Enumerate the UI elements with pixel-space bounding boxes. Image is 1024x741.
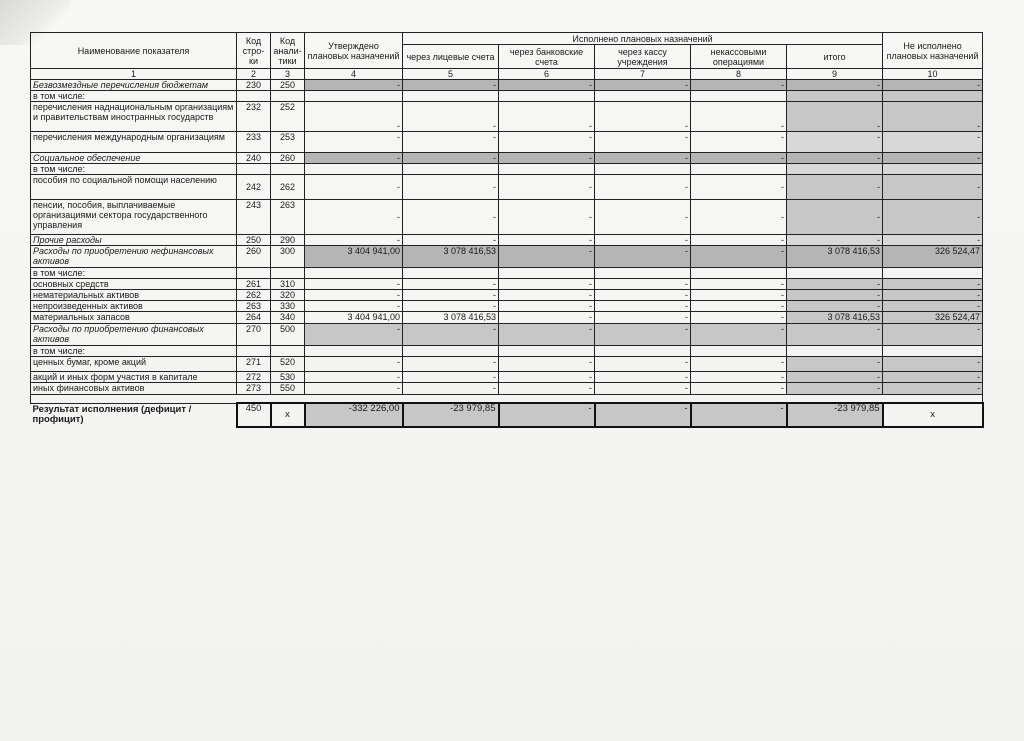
row-name: непроизведенных активов bbox=[31, 301, 237, 312]
cell: - bbox=[691, 301, 787, 312]
cell: - bbox=[595, 290, 691, 301]
row-line: 263 bbox=[237, 301, 271, 312]
cell: - bbox=[787, 153, 883, 164]
cell: - bbox=[883, 290, 983, 301]
cell: - bbox=[499, 403, 595, 427]
cell: -23 979,85 bbox=[403, 403, 499, 427]
cell: - bbox=[305, 357, 403, 372]
row-name: Социальное обеспечение bbox=[31, 153, 237, 164]
cell: - bbox=[691, 403, 787, 427]
cell: - bbox=[883, 200, 983, 235]
cell: - bbox=[403, 175, 499, 200]
cell: - bbox=[403, 200, 499, 235]
cell: - bbox=[403, 372, 499, 383]
cell: - bbox=[499, 235, 595, 246]
cell: - bbox=[691, 312, 787, 324]
cell: - bbox=[305, 132, 403, 153]
header-personal-accounts: через лицевые счета bbox=[403, 45, 499, 69]
table-row bbox=[31, 383, 983, 395]
cell: 3 078 416,53 bbox=[403, 312, 499, 324]
row-analytics: 320 bbox=[271, 290, 305, 301]
row-analytics: 330 bbox=[271, 301, 305, 312]
cell: - bbox=[403, 235, 499, 246]
cell: - bbox=[595, 357, 691, 372]
cell: - bbox=[305, 372, 403, 383]
cell: - bbox=[691, 235, 787, 246]
row-analytics: 250 bbox=[271, 80, 305, 91]
col-number: 4 bbox=[305, 69, 403, 80]
header-noncash: некассовыми операциями bbox=[691, 45, 787, 69]
cell: - bbox=[787, 175, 883, 200]
cell: - bbox=[883, 175, 983, 200]
cell: - bbox=[787, 324, 883, 346]
cell: - bbox=[595, 312, 691, 324]
col-number: 7 bbox=[595, 69, 691, 80]
cell: - bbox=[499, 102, 595, 132]
cell: - bbox=[883, 102, 983, 132]
cell: - bbox=[305, 383, 403, 395]
cell: - bbox=[403, 102, 499, 132]
row-line: 262 bbox=[237, 290, 271, 301]
cell: - bbox=[595, 246, 691, 268]
table-row bbox=[31, 102, 983, 132]
cell: - bbox=[883, 383, 983, 395]
table-row bbox=[31, 91, 983, 102]
row-analytics: 520 bbox=[271, 357, 305, 372]
row-name: Прочие расходы bbox=[31, 235, 237, 246]
column-number-row bbox=[31, 69, 983, 80]
cell: 326 524,47 bbox=[883, 246, 983, 268]
row-line: 240 bbox=[237, 153, 271, 164]
row-analytics: x bbox=[271, 403, 305, 427]
cell: - bbox=[787, 235, 883, 246]
table-row bbox=[31, 246, 983, 268]
cell: - bbox=[499, 132, 595, 153]
cell: - bbox=[499, 383, 595, 395]
cell: - bbox=[595, 403, 691, 427]
row-analytics: 262 bbox=[271, 175, 305, 200]
cell: - bbox=[691, 279, 787, 290]
cell: - bbox=[883, 132, 983, 153]
cell: - bbox=[595, 372, 691, 383]
cell: - bbox=[595, 132, 691, 153]
cell: - bbox=[787, 301, 883, 312]
header-total: итого bbox=[787, 45, 883, 69]
row-line: 230 bbox=[237, 80, 271, 91]
cell: -332 226,00 bbox=[305, 403, 403, 427]
row-name: пособия по социальной помощи населению bbox=[31, 175, 237, 200]
row-analytics: 310 bbox=[271, 279, 305, 290]
table-row bbox=[31, 290, 983, 301]
col-number: 8 bbox=[691, 69, 787, 80]
cell: 326 524,47 bbox=[883, 312, 983, 324]
row-line: 232 bbox=[237, 102, 271, 132]
cell: - bbox=[403, 301, 499, 312]
cell: - bbox=[595, 153, 691, 164]
table-row bbox=[31, 324, 983, 346]
row-name: нематериальных активов bbox=[31, 290, 237, 301]
cell: - bbox=[883, 357, 983, 372]
cell: - bbox=[403, 324, 499, 346]
row-line: 271 bbox=[237, 357, 271, 372]
cell: - bbox=[403, 132, 499, 153]
cell: - bbox=[787, 132, 883, 153]
cell: - bbox=[305, 324, 403, 346]
header-approved: Утверждено плановых назначений bbox=[305, 33, 403, 69]
cell: - bbox=[595, 175, 691, 200]
row-name: материальных запасов bbox=[31, 312, 237, 324]
header-executed-group: Исполнено плановых назначений bbox=[403, 33, 883, 45]
cell: - bbox=[691, 290, 787, 301]
header-cash-desk: через кассу учреждения bbox=[595, 45, 691, 69]
cell: 3 404 941,00 bbox=[305, 246, 403, 268]
cell: - bbox=[595, 200, 691, 235]
cell: - bbox=[691, 102, 787, 132]
result-label: Результат исполнения (дефицит / профицит) bbox=[32, 404, 192, 426]
cell: - bbox=[595, 279, 691, 290]
col-number: 10 bbox=[883, 69, 983, 80]
cell: - bbox=[403, 383, 499, 395]
cell: - bbox=[305, 301, 403, 312]
row-analytics: 530 bbox=[271, 372, 305, 383]
cell: 3 078 416,53 bbox=[787, 246, 883, 268]
row-line: 270 bbox=[237, 324, 271, 346]
cell: - bbox=[691, 80, 787, 91]
table-row bbox=[31, 153, 983, 164]
cell: - bbox=[595, 102, 691, 132]
header-name: Наименование показателя bbox=[31, 33, 237, 69]
header-bank-accounts: через банковские счета bbox=[499, 45, 595, 69]
cell: - bbox=[499, 324, 595, 346]
table-row bbox=[31, 312, 983, 324]
cell: - bbox=[691, 372, 787, 383]
cell: - bbox=[403, 357, 499, 372]
table-row bbox=[31, 164, 983, 175]
row-line: 243 bbox=[237, 200, 271, 235]
row-name: в том числе: bbox=[31, 91, 237, 102]
cell: - bbox=[305, 175, 403, 200]
cell: x bbox=[883, 403, 983, 427]
row-line: 264 bbox=[237, 312, 271, 324]
row-name: перечисления международным организациям bbox=[31, 132, 237, 153]
cell: - bbox=[499, 357, 595, 372]
col-number: 3 bbox=[271, 69, 305, 80]
cell: - bbox=[305, 235, 403, 246]
cell: - bbox=[499, 372, 595, 383]
row-name: акций и иных форм участия в капитале bbox=[31, 372, 237, 383]
header-analytics-code: Код анали-тики bbox=[271, 33, 305, 69]
cell: - bbox=[305, 290, 403, 301]
cell: - bbox=[691, 153, 787, 164]
row-line: 272 bbox=[237, 372, 271, 383]
cell: -23 979,85 bbox=[787, 403, 883, 427]
cell: - bbox=[787, 200, 883, 235]
cell: - bbox=[595, 235, 691, 246]
cell: - bbox=[499, 175, 595, 200]
row-name: перечисления наднациональным организациям и правительствам иностранных государств bbox=[31, 102, 237, 132]
row-analytics: 300 bbox=[271, 246, 305, 268]
cell: - bbox=[305, 279, 403, 290]
header-not-executed: Не исполнено плановых назначений bbox=[883, 33, 983, 69]
cell: - bbox=[499, 246, 595, 268]
row-analytics: 550 bbox=[271, 383, 305, 395]
row-line: 242 bbox=[237, 175, 271, 200]
row-analytics: 253 bbox=[271, 132, 305, 153]
cell: - bbox=[787, 290, 883, 301]
cell: - bbox=[499, 279, 595, 290]
cell: - bbox=[499, 301, 595, 312]
cell: - bbox=[691, 357, 787, 372]
cell: - bbox=[691, 246, 787, 268]
cell: - bbox=[691, 383, 787, 395]
row-name: основных средств bbox=[31, 279, 237, 290]
table-row bbox=[31, 279, 983, 290]
cell: - bbox=[787, 383, 883, 395]
cell: - bbox=[305, 153, 403, 164]
row-line: 273 bbox=[237, 383, 271, 395]
cell: - bbox=[305, 200, 403, 235]
cell: - bbox=[499, 80, 595, 91]
cell: - bbox=[787, 80, 883, 91]
row-name: в том числе: bbox=[31, 164, 237, 175]
row-line: 261 bbox=[237, 279, 271, 290]
row-line: 233 bbox=[237, 132, 271, 153]
row-analytics: 290 bbox=[271, 235, 305, 246]
row-analytics: 500 bbox=[271, 324, 305, 346]
table-row bbox=[31, 200, 983, 235]
cell: - bbox=[595, 324, 691, 346]
cell: - bbox=[499, 200, 595, 235]
row-line: 250 bbox=[237, 235, 271, 246]
row-analytics: 340 bbox=[271, 312, 305, 324]
cell: - bbox=[305, 80, 403, 91]
cell: - bbox=[691, 200, 787, 235]
table-row bbox=[31, 235, 983, 246]
cell: 3 078 416,53 bbox=[787, 312, 883, 324]
table-row bbox=[31, 132, 983, 153]
row-analytics: 252 bbox=[271, 102, 305, 132]
row-analytics: 260 bbox=[271, 153, 305, 164]
table-row bbox=[31, 175, 983, 200]
cell: - bbox=[883, 324, 983, 346]
cell: - bbox=[403, 290, 499, 301]
row-name: Расходы по приобретению финансовых активов bbox=[31, 324, 237, 346]
cell: - bbox=[787, 357, 883, 372]
table-row bbox=[31, 346, 983, 357]
row-line: 260 bbox=[237, 246, 271, 268]
cell: - bbox=[787, 372, 883, 383]
cell: - bbox=[883, 301, 983, 312]
table-row bbox=[31, 301, 983, 312]
cell: - bbox=[595, 383, 691, 395]
header-line-code: Код стро-ки bbox=[237, 33, 271, 69]
row-analytics: 263 bbox=[271, 200, 305, 235]
row-name: в том числе: bbox=[31, 346, 237, 357]
cell: - bbox=[305, 102, 403, 132]
cell: - bbox=[883, 279, 983, 290]
col-number: 1 bbox=[31, 69, 237, 80]
cell: 3 404 941,00 bbox=[305, 312, 403, 324]
col-number: 6 bbox=[499, 69, 595, 80]
row-name: Безвозмездные перечисления бюджетам bbox=[31, 80, 237, 91]
cell: - bbox=[787, 102, 883, 132]
table-row bbox=[31, 372, 983, 383]
cell: - bbox=[883, 80, 983, 91]
cell: - bbox=[499, 290, 595, 301]
row-name: иных финансовых активов bbox=[31, 383, 237, 395]
row-name: пенсии, пособия, выплачиваемые организациями сектора государственного управления bbox=[31, 200, 237, 235]
cell: - bbox=[403, 80, 499, 91]
cell: - bbox=[691, 132, 787, 153]
cell: - bbox=[883, 372, 983, 383]
cell: - bbox=[403, 153, 499, 164]
cell: - bbox=[691, 324, 787, 346]
cell: - bbox=[499, 312, 595, 324]
row-name: ценных бумаг, кроме акций bbox=[31, 357, 237, 372]
cell: 3 078 416,53 bbox=[403, 246, 499, 268]
table-row bbox=[31, 357, 983, 372]
cell: - bbox=[883, 235, 983, 246]
col-number: 5 bbox=[403, 69, 499, 80]
row-name: в том числе: bbox=[31, 268, 237, 279]
col-number: 9 bbox=[787, 69, 883, 80]
cell: - bbox=[787, 279, 883, 290]
cell: - bbox=[691, 175, 787, 200]
col-number: 2 bbox=[237, 69, 271, 80]
table-row bbox=[31, 268, 983, 279]
cell: - bbox=[883, 153, 983, 164]
cell: - bbox=[403, 279, 499, 290]
table-row bbox=[31, 80, 983, 91]
row-name: Расходы по приобретению нефинансовых активов bbox=[31, 246, 237, 268]
budget-execution-table bbox=[30, 32, 984, 428]
cell: - bbox=[499, 153, 595, 164]
row-line: 450 bbox=[237, 403, 271, 427]
result-row bbox=[31, 403, 983, 427]
cell: - bbox=[595, 301, 691, 312]
cell: - bbox=[595, 80, 691, 91]
